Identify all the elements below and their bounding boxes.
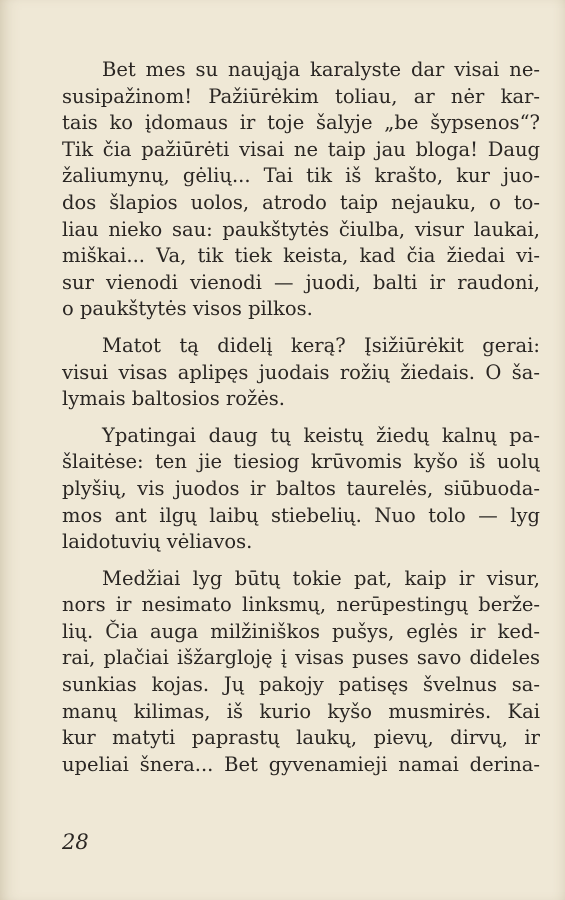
paragraph-2 [62, 333, 540, 413]
text-line: dos šlapios uolos, atrodo taip nejauku, o to- [62, 190, 540, 214]
page-number: 28 [62, 830, 89, 854]
text-line: mos ant ilgų laibų stiebelių. Nuo tolo — lyg [62, 503, 540, 527]
body-text [62, 57, 540, 778]
text-line: lių. Čia auga milžiniškos pušys, eglės ir ked- [62, 619, 540, 643]
text-line: susipažinom! Pažiūrėkim toliau, ar nėr kar- [62, 84, 540, 108]
text-line: Bet mes su naująja karalyste dar visai ne- [102, 58, 540, 81]
text-line: žaliumynų, gėlių... Tai tik iš krašto, kur juo- [62, 164, 540, 188]
text-line: miškai... Va, tik tiek keista, kad čia žiedai vi- [62, 244, 540, 268]
text-line: kur matyti paprastų laukų, pievų, dirvų, ir [62, 726, 540, 750]
text-line: rai, plačiai išžargloję į visas puses savo dideles [62, 646, 540, 670]
text-line: tais ko įdomaus ir toje šalyje „be šypsenos“? [62, 111, 540, 135]
text-line: šlaitėse: ten jie tiesiog krūvomis kyšo iš uolų [62, 450, 540, 474]
text-line: liau nieko sau: paukštytės čiulba, visur laukai, [62, 217, 540, 241]
text-line: sur vienodi vienodi — juodi, balti ir raudoni, [62, 270, 540, 294]
text-line: o paukštytės visos pilkos. [62, 297, 313, 321]
text-line: Medžiai lyg būtų tokie pat, kaip ir visur, [102, 566, 540, 590]
paragraph-1 [62, 57, 540, 323]
text-line: plyšių, vis juodos ir baltos taurelės, siūbuoda- [62, 476, 540, 500]
paragraph-4 [62, 566, 540, 779]
text-line: visui visas aplipęs juodais rožių žiedais. O ša- [62, 360, 540, 384]
text-line: nors ir nesimato linksmų, nerūpestingų berže- [62, 593, 540, 617]
text-line: Tik čia pažiūrėti visai ne taip jau bloga! Daug [62, 137, 540, 161]
text-line: lymais baltosios rožės. [62, 387, 286, 411]
text-line: upeliai šnera... Bet gyvenamieji namai derina- [62, 752, 540, 776]
text-line: Ypatingai daug tų keistų žiedų kalnų pa- [102, 423, 540, 447]
paragraph-3 [62, 423, 540, 556]
text-line: sunkias kojas. Jų pakojy patisęs švelnus sa- [62, 673, 540, 697]
text-line: Matot tą didelį kerą? Įsižiūrėkit gerai: [102, 333, 540, 357]
text-line: laidotuvių vėliavos. [62, 530, 253, 554]
text-line: manų kilimas, iš kurio kyšo musmirės. Kai [62, 699, 540, 723]
